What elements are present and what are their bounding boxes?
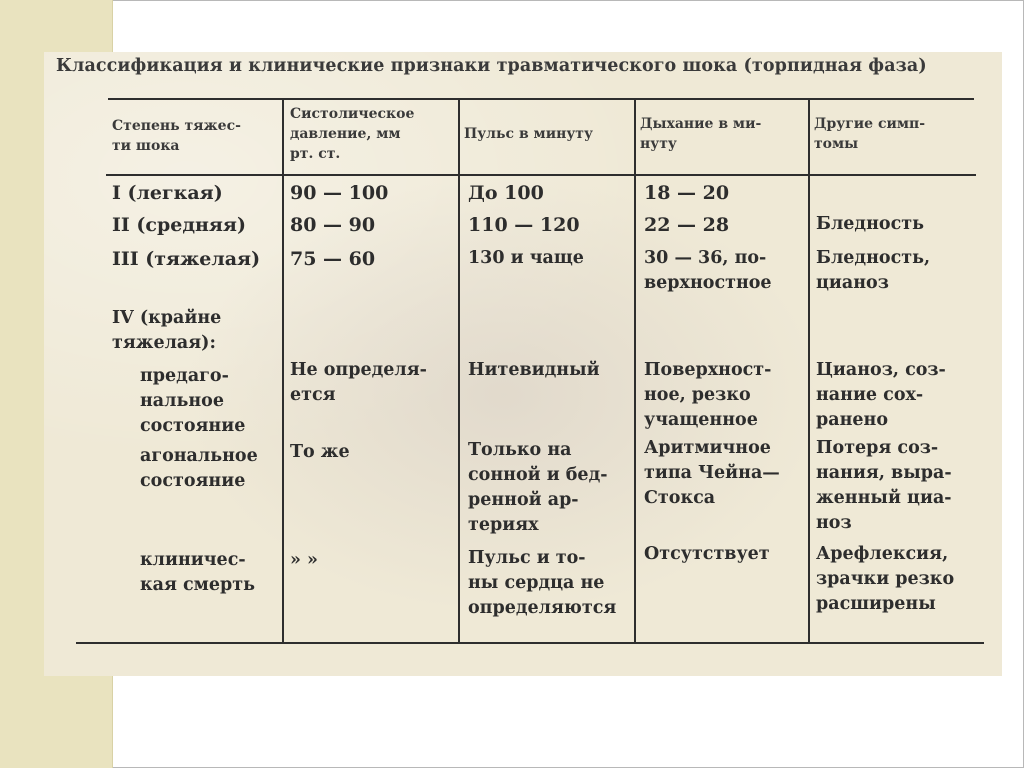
row-5-other: Цианоз, соз- нание сох- ранено bbox=[816, 360, 946, 430]
rule-bottom bbox=[76, 642, 984, 644]
row-2-pressure: 80 — 90 bbox=[290, 214, 376, 236]
rule-header-bottom bbox=[106, 174, 976, 176]
row-2-degree: II (средняя) bbox=[112, 214, 246, 236]
col-divider-3 bbox=[634, 98, 636, 644]
row-3-degree: III (тяжелая) bbox=[112, 248, 261, 270]
row-6-other: Потеря соз- нания, выра- женный циа- ноз bbox=[816, 438, 952, 533]
col-divider-4 bbox=[808, 98, 810, 644]
row-6-pressure: То же bbox=[290, 442, 350, 462]
row-7-pulse: Пульс и то- ны сердца не определяются bbox=[468, 548, 617, 618]
row-7-pressure: » » bbox=[290, 550, 318, 570]
row-6-breath: Аритмичное типа Чейна— Стокса bbox=[644, 438, 780, 508]
header-other: Другие симп- томы bbox=[814, 116, 926, 152]
row-2-other: Бледность bbox=[816, 214, 924, 234]
row-5-pulse: Нитевидный bbox=[468, 360, 600, 380]
row-7-degree: клиничес- кая смерть bbox=[140, 550, 255, 595]
col-divider-1 bbox=[282, 98, 284, 644]
header-breath: Дыхание в ми- нуту bbox=[640, 116, 762, 152]
row-5-breath: Поверхност- ное, резко учащенное bbox=[644, 360, 772, 430]
row-3-breath: 30 — 36, по- верхностное bbox=[644, 248, 772, 293]
row-2-breath: 22 — 28 bbox=[644, 214, 730, 236]
row-6-degree: агональное состояние bbox=[140, 446, 258, 491]
table-photo bbox=[44, 52, 1002, 676]
row-3-pulse: 130 и чаще bbox=[468, 248, 584, 268]
header-pressure: Систолическое давление, мм рт. ст. bbox=[290, 106, 415, 162]
row-1-pressure: 90 — 100 bbox=[290, 182, 389, 204]
row-5-degree: предаго- нальное состояние bbox=[140, 366, 246, 436]
rule-top bbox=[108, 98, 974, 100]
row-3-other: Бледность, цианоз bbox=[816, 248, 931, 293]
row-5-pressure: Не определя- ется bbox=[290, 360, 427, 405]
row-1-breath: 18 — 20 bbox=[644, 182, 730, 204]
row-6-pulse: Только на сонной и бед- ренной ар- териях bbox=[468, 440, 608, 535]
row-4-degree: IV (крайне тяжелая): bbox=[112, 308, 222, 353]
row-7-breath: Отсутствует bbox=[644, 544, 770, 564]
header-degree: Степень тяжес- ти шока bbox=[112, 118, 241, 154]
row-1-pulse: До 100 bbox=[468, 182, 544, 204]
table-title: Классификация и клинические признаки травматического шока (торпидная фаза) bbox=[56, 56, 927, 76]
row-2-pulse: 110 — 120 bbox=[468, 214, 580, 236]
row-1-degree: I (легкая) bbox=[112, 182, 223, 204]
row-3-pressure: 75 — 60 bbox=[290, 248, 376, 270]
col-divider-2 bbox=[458, 98, 460, 644]
row-7-other: Арефлексия, зрачки резко расширены bbox=[816, 544, 955, 614]
header-pulse: Пульс в минуту bbox=[464, 126, 593, 142]
